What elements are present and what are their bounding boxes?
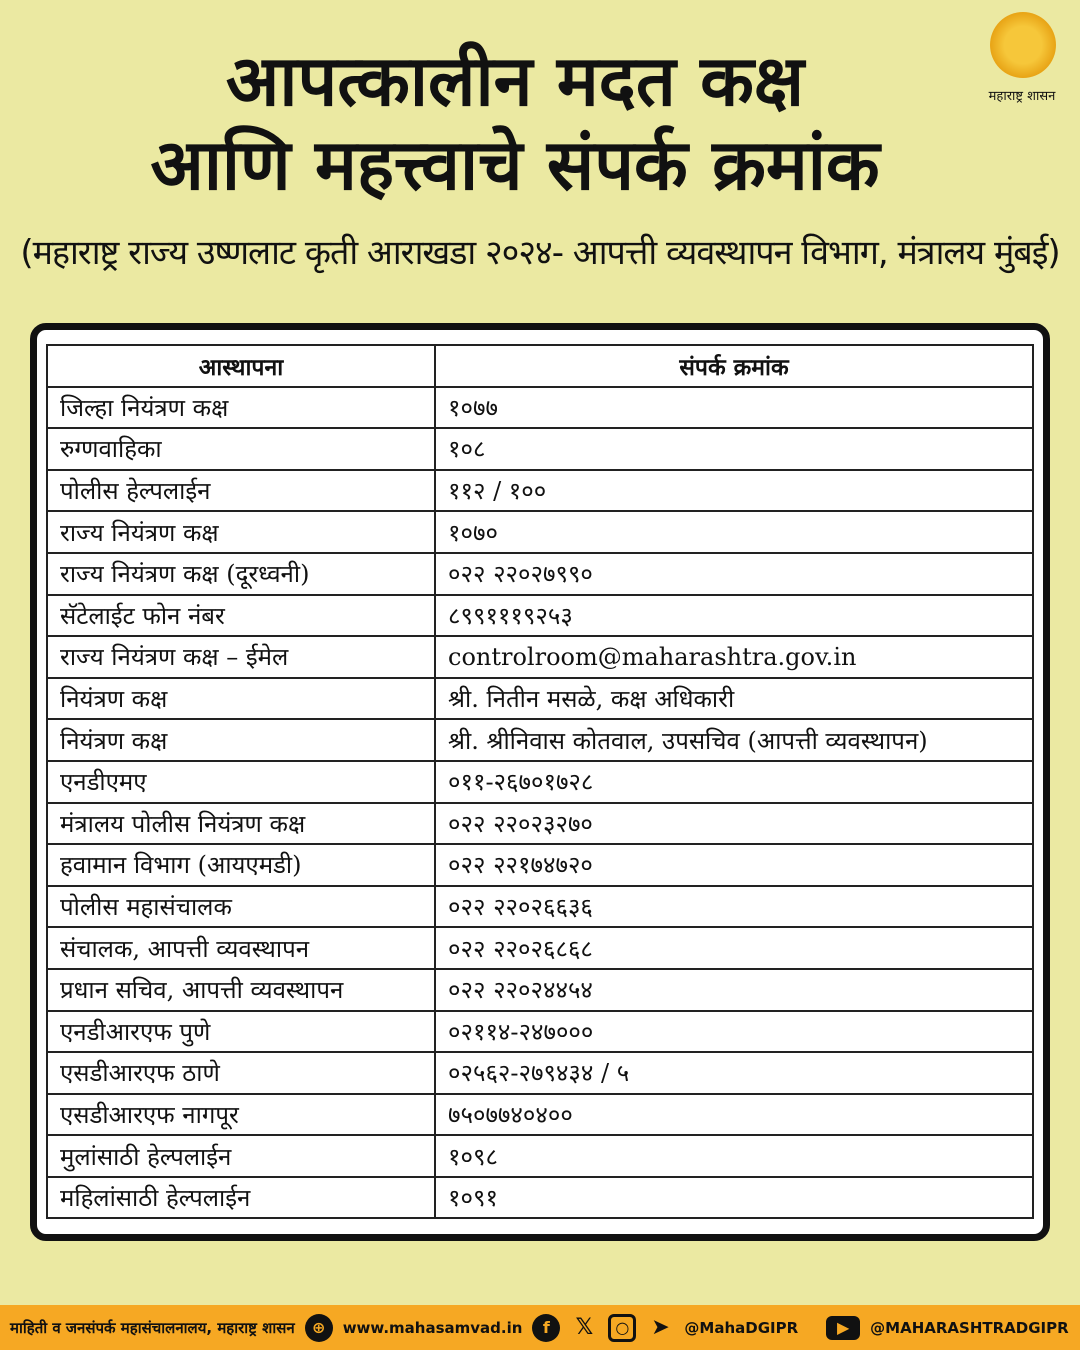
establishment-cell: राज्य नियंत्रण कक्ष (दूरध्वनी) <box>47 553 435 595</box>
contacts-card <box>30 323 1050 1241</box>
establishment-cell: सॅटेलाईट फोन नंबर <box>47 595 435 637</box>
establishment-cell: मुलांसाठी हेल्पलाईन <box>47 1135 435 1177</box>
contact-cell: controlroom@maharashtra.gov.in <box>435 636 1033 678</box>
youtube-icon[interactable]: ▶ <box>826 1316 860 1340</box>
establishment-cell: एसडीआरएफ ठाणे <box>47 1052 435 1094</box>
establishment-cell: राज्य नियंत्रण कक्ष – ईमेल <box>47 636 435 678</box>
contact-cell: ०२२ २२०२३२७० <box>435 803 1033 845</box>
contact-cell: श्री. नितीन मसळे, कक्ष अधिकारी <box>435 678 1033 720</box>
contact-cell: १०९८ <box>435 1135 1033 1177</box>
establishment-cell: एनडीएमए <box>47 761 435 803</box>
contact-cell: ८९९१११९२५३ <box>435 595 1033 637</box>
table-row <box>47 803 1033 845</box>
table-row <box>47 470 1033 512</box>
contact-cell: ०११-२६७०१७२८ <box>435 761 1033 803</box>
social-handle[interactable]: @MahaDGIPR <box>684 1318 799 1337</box>
youtube-handle[interactable]: @MAHARASHTRADGIPR <box>870 1318 1069 1337</box>
table-row <box>47 553 1033 595</box>
table-row <box>47 844 1033 886</box>
table-row <box>47 1094 1033 1136</box>
contact-cell: ०२५६२-२७९४३४ / ५ <box>435 1052 1033 1094</box>
establishment-cell: एनडीआरएफ पुणे <box>47 1011 435 1053</box>
table-row <box>47 636 1033 678</box>
table-row <box>47 761 1033 803</box>
contact-cell: ०२११४-२४७००० <box>435 1011 1033 1053</box>
table-row <box>47 387 1033 429</box>
table-row <box>47 678 1033 720</box>
telegram-icon[interactable]: ➤ <box>651 1315 670 1340</box>
table-row <box>47 428 1033 470</box>
footer-org: माहिती व जनसंपर्क महासंचालनालय, महाराष्ट्र शासन <box>10 1318 295 1337</box>
contact-cell: ०२२ २२१७४७२० <box>435 844 1033 886</box>
contact-cell: १०७७ <box>435 387 1033 429</box>
contact-cell: ०२२ २२०२४४५४ <box>435 969 1033 1011</box>
table-row <box>47 886 1033 928</box>
establishment-cell: पोलीस महासंचालक <box>47 886 435 928</box>
contact-cell: ११२ / १०० <box>435 470 1033 512</box>
establishment-cell: मंत्रालय पोलीस नियंत्रण कक्ष <box>47 803 435 845</box>
establishment-cell: नियंत्रण कक्ष <box>47 678 435 720</box>
table-row <box>47 1135 1033 1177</box>
table-row <box>47 1177 1033 1219</box>
table-row <box>47 1052 1033 1094</box>
establishment-cell: जिल्हा नियंत्रण कक्ष <box>47 387 435 429</box>
globe-icon: ⊕ <box>305 1314 333 1342</box>
contact-cell: ०२२ २२०२६६३६ <box>435 886 1033 928</box>
facebook-icon[interactable]: f <box>532 1314 560 1342</box>
contact-cell: ०२२ २२०२६८६८ <box>435 927 1033 969</box>
instagram-icon[interactable]: ○ <box>608 1314 636 1342</box>
title-line-1: आपत्कालीन मदत कक्ष <box>225 40 805 122</box>
establishment-cell: राज्य नियंत्रण कक्ष <box>47 511 435 553</box>
contact-cell: श्री. श्रीनिवास कोतवाल, उपसचिव (आपत्ती व्यवस्थापन) <box>435 719 1033 761</box>
table-row <box>47 927 1033 969</box>
footer <box>0 1305 1080 1350</box>
establishment-cell: प्रधान सचिव, आपत्ती व्यवस्थापन <box>47 969 435 1011</box>
website-link[interactable]: www.mahasamvad.in <box>342 1318 523 1337</box>
establishment-cell: एसडीआरएफ नागपूर <box>47 1094 435 1136</box>
title-line-2: आणि महत्त्वाचे संपर्क क्रमांक <box>150 124 880 206</box>
establishment-cell: रुग्णवाहिका <box>47 428 435 470</box>
contact-cell: १०९१ <box>435 1177 1033 1219</box>
establishment-cell: महिलांसाठी हेल्पलाईन <box>47 1177 435 1219</box>
establishment-cell: हवामान विभाग (आयएमडी) <box>47 844 435 886</box>
contact-cell: ७५०७७४०४०० <box>435 1094 1033 1136</box>
establishment-cell: संचालक, आपत्ती व्यवस्थापन <box>47 927 435 969</box>
table-row <box>47 595 1033 637</box>
subtitle: (महाराष्ट्र राज्य उष्णलाट कृती आराखडा २०२४- आपत्ती व्यवस्थापन विभाग, मंत्रालय मुंबई) <box>20 233 1060 273</box>
table-row <box>47 1011 1033 1053</box>
x-icon[interactable]: 𝕏 <box>575 1315 594 1340</box>
contacts-table <box>46 344 1034 1219</box>
contact-cell: १०८ <box>435 428 1033 470</box>
table-row <box>47 969 1033 1011</box>
contact-cell: १०७० <box>435 511 1033 553</box>
table-row <box>47 511 1033 553</box>
contact-cell: ०२२ २२०२७९९० <box>435 553 1033 595</box>
logo-text: महाराष्ट्र शासन <box>988 89 1056 104</box>
maharashtra-seal-logo <box>990 12 1056 78</box>
column-header-establishment: आस्थापना <box>47 345 435 387</box>
establishment-cell: पोलीस हेल्पलाईन <box>47 470 435 512</box>
column-header-contact: संपर्क क्रमांक <box>435 345 1033 387</box>
table-row <box>47 719 1033 761</box>
establishment-cell: नियंत्रण कक्ष <box>47 719 435 761</box>
